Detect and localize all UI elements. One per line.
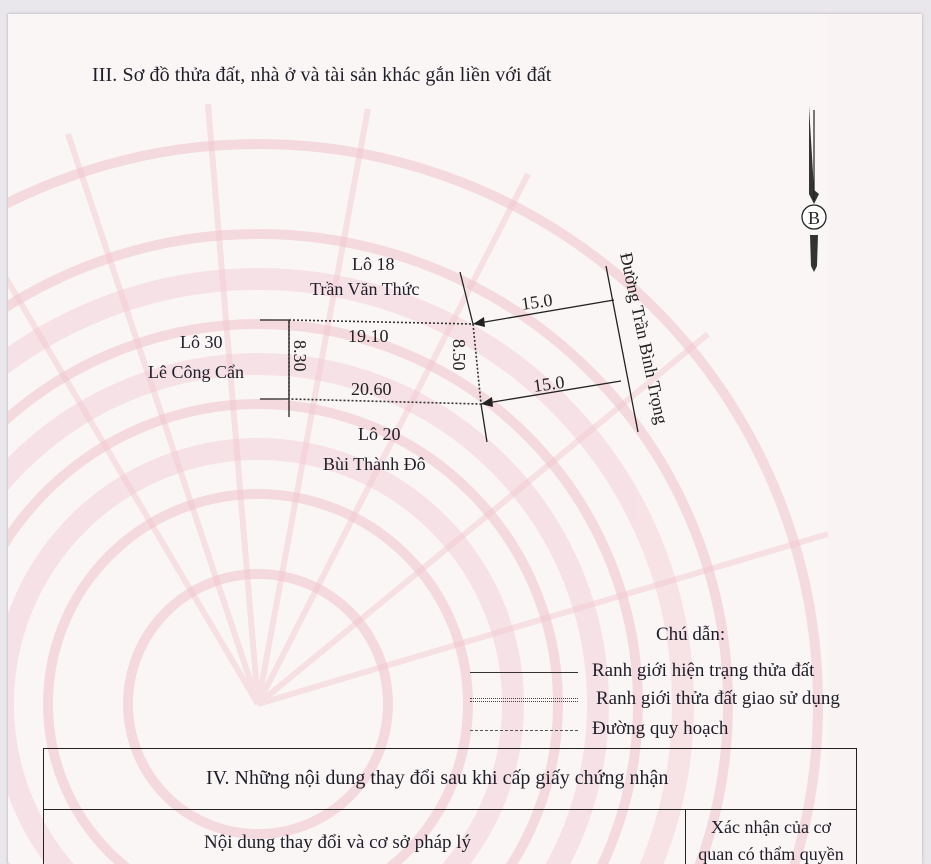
road-width-bottom: 15.0: [531, 371, 566, 396]
south-owner-label: Bùi Thành Đô: [323, 454, 426, 474]
changes-table-title: IV. Những nội dung thay đổi sau khi cấp giấy chứng nhận: [206, 767, 669, 789]
legend-item-allotted-boundary: Ranh giới thửa đất giao sử dụng: [470, 688, 890, 710]
dim-left: 8.30: [290, 340, 310, 372]
legend-title: Chú dẫn:: [656, 624, 726, 645]
section-title: III. Sơ đồ thửa đất, nhà ở và tài sản khác gắn liền với đất: [92, 64, 552, 86]
street-name: Đường Trần Bình Trọng: [616, 250, 673, 426]
compass-letter: B: [807, 208, 821, 228]
changes-table: [43, 748, 857, 864]
changes-table-title-row: [44, 749, 856, 810]
dim-top: 19.10: [348, 326, 389, 346]
legend-solid-line: [470, 672, 578, 673]
changes-table-col2-header: Xác nhận của cơ quan có thẩm quyền: [686, 810, 856, 864]
legend-dotted-line: [470, 698, 578, 699]
west-owner-label: Lê Công Cẩn: [148, 362, 244, 382]
certificate-page: [8, 14, 922, 864]
dim-bottom: 20.60: [351, 379, 392, 399]
north-lot-label: Lô 18: [352, 254, 395, 274]
changes-table-col1-header: Nội dung thay đổi và cơ sở pháp lý: [44, 810, 686, 864]
legend-item-current-boundary: Ranh giới hiện trạng thửa đất: [470, 660, 890, 682]
north-owner-label: Trần Văn Thức: [310, 279, 420, 299]
south-lot-label: Lô 20: [358, 424, 401, 444]
north-arrow-icon: [802, 106, 826, 272]
road-width-top: 15.0: [519, 289, 554, 314]
legend-dashed-line: [470, 730, 578, 731]
west-lot-label: Lô 30: [180, 332, 223, 352]
legend-item-planned-road: Đường quy hoạch: [470, 718, 890, 740]
dim-right: 8.50: [449, 339, 469, 371]
